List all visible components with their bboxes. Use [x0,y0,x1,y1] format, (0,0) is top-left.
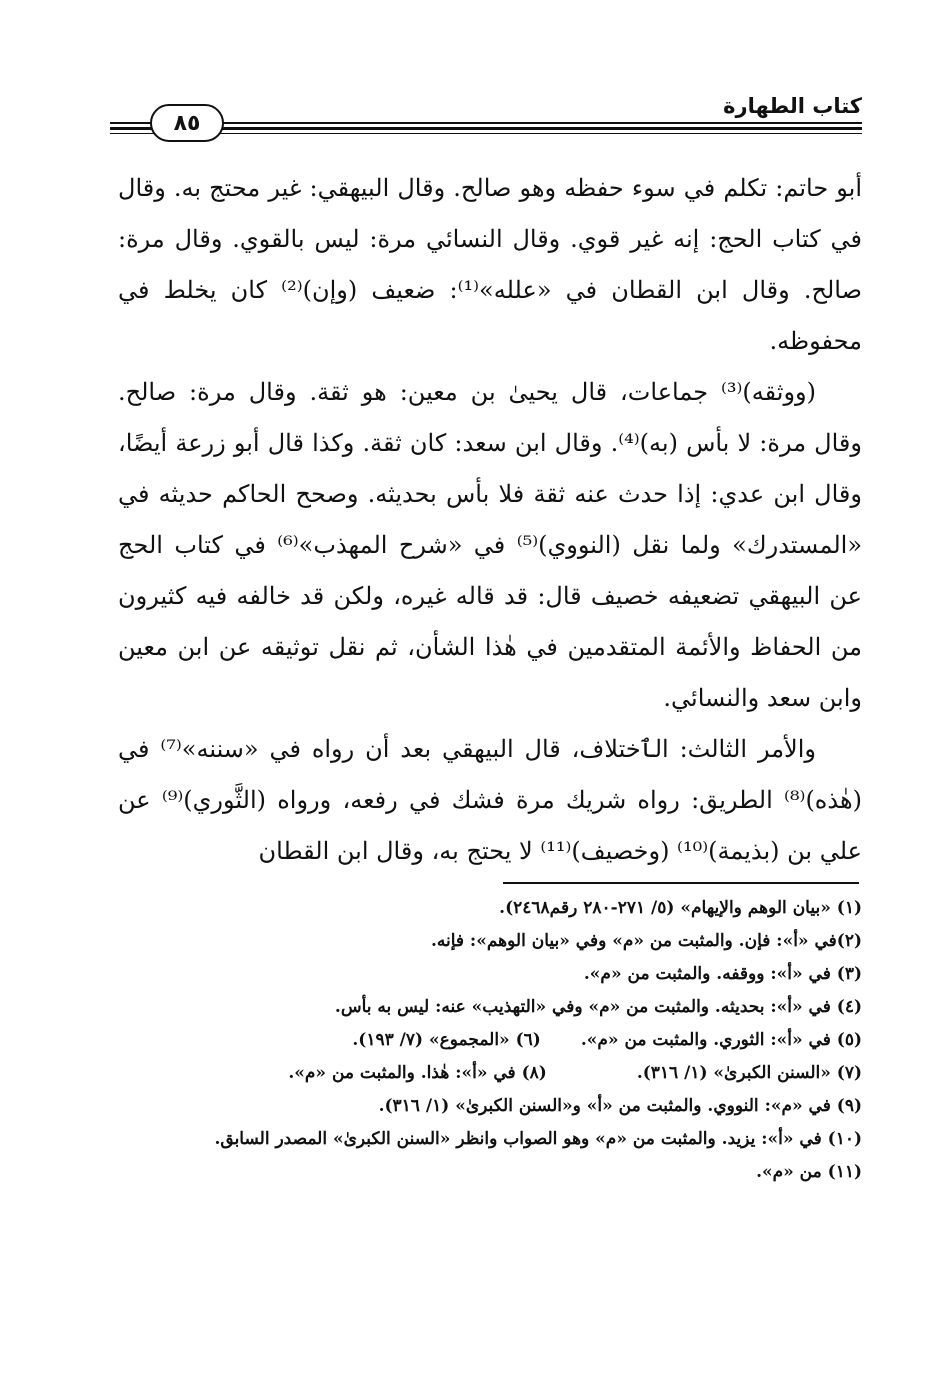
paragraph: أبو حاتم: تكلم في سوء حفظه وهو صالح. وقال البيهقي: غير محتج به. وقال في كتاب الحج: إنه غير قوي. وقال النسائي مرة: ليس بالقوي. وقال مرة: صالح. وقال ابن القطان في «علله»⁽¹⁾: ضعيف (وإن)⁽²⁾ كان يخلط في محفوظه. [118,174,862,355]
page-header [110,92,862,142]
paragraph: والأمر الثالث: الٱختلاف، قال البيهقي بعد أن رواه في «سننه»⁽⁷⁾ في (هٰذه)⁽⁸⁾ الطريق: رواه شريك مرة فشك في رفعه، ورواه (الثَّوري)⁽⁹⁾ عن علي بن (بذيمة)⁽¹⁰⁾ (وخصيف)⁽¹¹⁾ لا يحتج به، وقال ابن القطان [118,735,862,865]
footnote: (٥) في «أ»: الثوري. والمثبت من «م». [580,1030,862,1050]
book-title: كتاب الطهارة [723,94,862,118]
footnotes [120,892,862,1189]
footnote: (٤) في «أ»: بحديثه. والمثبت من «م» وفي «التهذيب» عنه: ليس به بأس. [334,997,862,1017]
main-text [118,163,862,877]
footnote: (٣) في «أ»: ووقفه. والمثبت من «م». [583,964,862,984]
footnote: (١١) من «م». [756,1162,862,1182]
footnote-row [120,1024,862,1057]
footnote: (٧) «السنن الكبرىٰ» (١/ ٣١٦). [636,1063,862,1083]
footnote: (٢)في «أ»: فإن. والمثبت من «م» وفي «بيان الوهم»: فإنه. [430,931,862,951]
page-number: ٨٥ [150,104,224,142]
header-rule [110,133,862,134]
footnote: (٩) في «م»: النووي. والمثبت من «أ» و«السنن الكبرىٰ» (١/ ٣١٦). [378,1096,862,1116]
footnote: (١٠) في «أ»: يزيد. والمثبت من «م» وهو الصواب وانظر «السنن الكبرىٰ» المصدر السابق. [214,1129,862,1149]
paragraph: (ووثقه)⁽³⁾ جماعات، قال يحيىٰ بن معين: هو ثقة. وقال مرة: صالح. وقال مرة: لا بأس (به)⁽⁴⁾. وقال ابن سعد: كان ثقة. وكذا قال أبو زرعة أيضًا، وقال ابن عدي: إذا حدث عنه ثقة فلا بأس بحديثه. وصحح الحاكم حديثه في «المستدرك» ولما نقل (النووي)⁽⁵⁾ في «شرح المهذب»⁽⁶⁾ في كتاب الحج عن البيهقي تضعيفه خصيف قال: قد قاله غيره، ولكن قد خالفه فيه كثيرون من الحفاظ والأئمة المتقدمين في هٰذا الشأن، ثم نقل توثيقه عن ابن معين وابن سعد والنسائي. [118,378,862,712]
footnote-row [120,1057,862,1090]
footnote: (١) «بيان الوهم والإيهام» (٥/ ٢٧١-٢٨٠ رقم٢٤٦٨). [499,898,862,918]
footnote: (٨) في «أ»: هٰذا. والمثبت من «م». [288,1063,547,1083]
footnote-separator [503,882,859,884]
footnote: (٦) «المجموع» (٧/ ١٩٣). [352,1030,541,1050]
